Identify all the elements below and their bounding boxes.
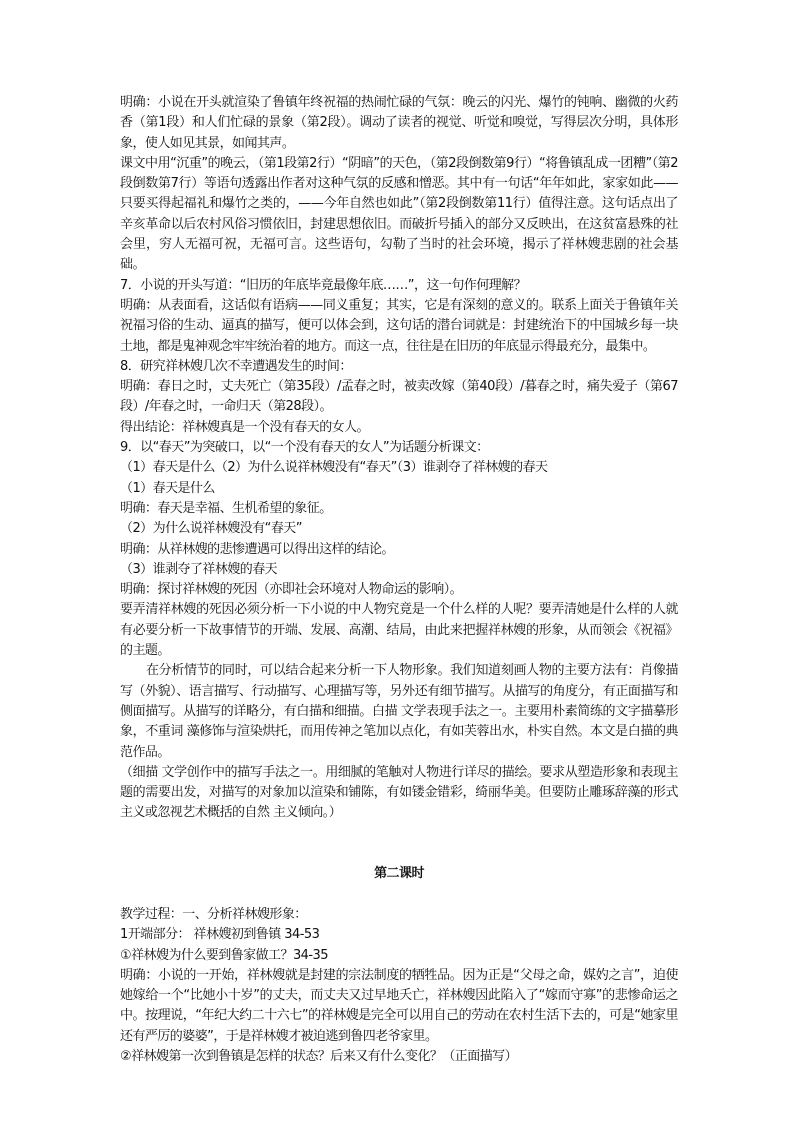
paragraph-teaching-process: 教学过程：一、分析祥林嫂形象： — [120, 906, 307, 922]
paragraph-detailed-description: （细描 文学创作中的描写手法之一。用细腻的笔触对人物进行详尽的描绘。要求从塑造形象和表现主题的需要出发，对描写的对象加以渲染和铺陈，有如镂金错彩，绮丽华美。但要防止雕琢辞藻的形式主义或忽视艺术概括的自然 主义倾向。） — [120, 764, 678, 821]
paragraph-answer-sub-1: 明确：春天是幸福、生机希望的象征。 — [120, 500, 332, 516]
paragraph-question-8: 8．研究祥林嫂几次不幸遭遇发生的时间： — [120, 358, 352, 374]
paragraph-answer-opening-atmosphere: 明确：小说在开头就渲染了鲁镇年终祝福的热闹忙碌的气氛：晚云的闪光、爆竹的钝响、幽微的火药香（第1段）和人们忙碌的景象（第2段）。调动了读者的视觉、听觉和嗅觉，写得层次分明，具体形象，使人如见其景，如闻其声。 — [120, 95, 678, 151]
paragraph-text-analysis: 课文中用“沉重”的晚云，（第1段第2行）“阴暗”的天色，（第2段倒数第9行）“将鲁镇乱成一团糟”（第2段倒数第7行）等语句透露出作者对这种气氛的反感和憎恶。其中有一句话“年年如此，家家如此——只要买得起福礼和爆竹之类的，——今年自然也如此”（第2段倒数第11行）值得注意。这句话点出了辛亥革命以后农村风俗习惯依旧，封建思想依旧。而破折号插入的部分又反映出，在这贫富悬殊的社会里，穷人无福可祝，无福可言。这些语句，勾勒了当时的社会环境，揭示了祥林嫂悲剧的社会基础。 — [120, 155, 678, 273]
paragraph-question-circled-1: ①祥林嫂为什么要到鲁家做工？34-35 — [120, 947, 328, 963]
paragraph-question-circled-2: ②祥林嫂第一次到鲁镇是怎样的状态？后来又有什么变化？（正面描写） — [120, 1049, 518, 1065]
paragraph-sub-question-1: （1）春天是什么 — [120, 480, 215, 496]
paragraph-question-9: 9．以“春天”为突破口，以“一个没有春天的女人”为话题分析课文： — [120, 440, 489, 456]
paragraph-answer-7: 明确：从表面看，这话似有语病——同义重复；其实，它是有深刻的意义的。联系上面关于鲁镇年关祝福习俗的生动、逼真的描写，便可以体会到，这句话的潜台词就是：封建统治下的中国城乡每一块土地，都是鬼神观念牢牢统治着的地方。而这一点，往往是在旧历的年底显示得最充分，最集中。 — [120, 297, 678, 354]
paragraph-answer-8: 明确：春日之时，丈夫死亡（第35段）/孟春之时，被卖改嫁（第40段）/暮春之时，痛失爱子（第67段）/年春之时，一命归天（第28段）。 — [120, 379, 678, 415]
document-body — [120, 93, 678, 1067]
paragraph-answer-sub-2: 明确：从祥林嫂的悲惨遭遇可以得出这样的结论。 — [120, 541, 394, 557]
paragraph-sub-question-2: （2）为什么说祥林嫂没有“春天” — [120, 521, 302, 537]
paragraph-sub-questions: （1）春天是什么（2）为什么说祥林嫂没有“春天”（3）谁剥夺了祥林嫂的春天 — [120, 460, 548, 476]
paragraph-description-methods: 在分析情节的同时，可以结合起来分析一下人物形象。我们知道刻画人物的主要方法有：肖像描写（外貌）、语言描写、行动描写、心理描写等，另外还有细节描写。从描写的角度分，有正面描写和侧面描写。从描写的详略分，有白描和细描。白描 文学表现手法之一。主要用朴素简练的文字描摹形象，不重词 藻修饰与渲染烘托，而用传神之笔加以点化，有如芙蓉出水，朴实自然。本文是白描的典范作品。 — [120, 663, 678, 760]
paragraph-question-7: 7．小说的开头写道：“旧历的年底毕竟最像年底……”，这一句作何理解？ — [120, 277, 527, 293]
paragraph-death-cause: 要弄清祥林嫂的死因必须分析一下小说的中人物究竟是一个什么样的人呢？要弄清她是什么样的人就有必要分析一下故事情节的开端、发展、高潮、结局，由此来把握祥林嫂的形象，从而领会《祝福》的主题。 — [120, 602, 678, 659]
paragraph-answer-sub-3: 明确：探讨祥林嫂的死因（亦即社会环境对人物命运的影响）。 — [120, 582, 463, 598]
paragraph-opening-part: 1开端部分： 祥林嫂初到鲁镇 34-53 — [120, 927, 320, 943]
section-heading-second-lesson: 第二课时 — [374, 865, 424, 881]
paragraph-answer-circled-1: 明确：小说的一开始，祥林嫂就是封建的宗法制度的牺牲品。因为正是“父母之命，媒妁之言”，迫使她嫁给一个“比她小十岁”的丈夫，而丈夫又过早地夭亡，祥林嫂因此陷入了“嫁而守寡”的悲惨命运之中。按理说，“年纪大约二十六七”的祥林嫂是完全可以用自己的劳动在农村生活下去的，可是“她家里还有严厉的婆婆”，于是祥林嫂才被迫逃到鲁四老爷家里。 — [120, 967, 678, 1044]
paragraph-sub-question-3: （3）谁剥夺了祥林嫂的春天 — [120, 561, 278, 577]
paragraph-conclusion: 得出结论：祥林嫂真是一个没有春天的女人。 — [120, 419, 370, 435]
